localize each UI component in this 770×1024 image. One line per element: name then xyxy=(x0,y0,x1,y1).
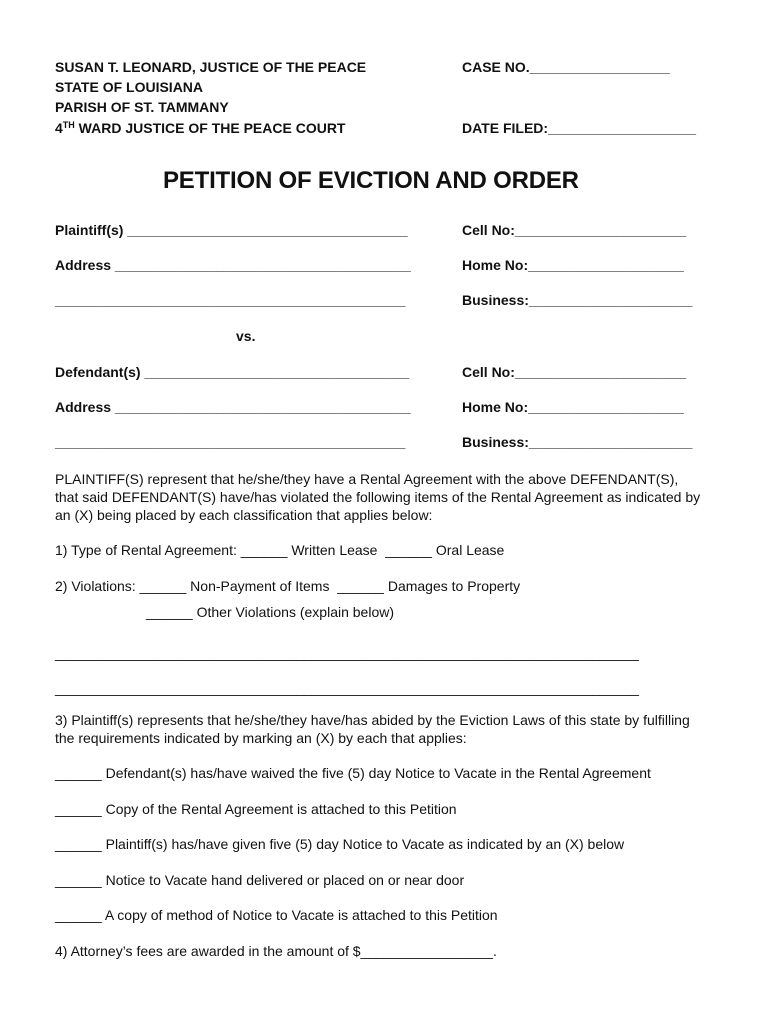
document-title: PETITION OF EVICTION AND ORDER xyxy=(163,167,579,194)
plaintiff-address-line-2[interactable]: _____________________________________________ xyxy=(55,292,406,308)
intro-paragraph: PLAINTIFF(S) represent that he/she/they have a Rental Agreement with the above DEFENDANT(S), that said DEFENDANT(S) have/has violated the following items of the Rental Agreement as indicated by an (X) being placed by each classification that applies below: xyxy=(55,471,701,523)
requirement-item[interactable]: ______ Notice to Vacate hand delivered or placed on or near door xyxy=(55,872,465,888)
court-name-line: SUSAN T. LEONARD, JUSTICE OF THE PEACE xyxy=(55,59,367,75)
requirement-item[interactable]: ______ Plaintiff(s) has/have given five (5) day Notice to Vacate as indicated by an (X) below xyxy=(55,836,625,852)
ward-text: WARD JUSTICE OF THE PEACE COURT xyxy=(74,120,346,136)
defendant-home-field[interactable]: Home No:____________________ xyxy=(462,399,684,415)
plaintiff-home-field[interactable]: Home No:____________________ xyxy=(462,257,684,273)
plaintiff-name-field[interactable]: Plaintiff(s) ____________________________________ xyxy=(55,222,408,238)
rental-agreement-type-line[interactable]: 1) Type of Rental Agreement: ______ Written Lease ______ Oral Lease xyxy=(55,542,505,558)
court-state-line: STATE OF LOUISIANA xyxy=(55,79,204,95)
requirement-item[interactable]: ______ Defendant(s) has/have waived the five (5) day Notice to Vacate in the Rental Agreement xyxy=(55,765,651,781)
attorney-fees-line[interactable]: 4) Attorney’s fees are awarded in the amount of $_________________. xyxy=(55,943,497,959)
date-filed-field[interactable]: DATE FILED:___________________ xyxy=(462,120,697,136)
defendant-business-field[interactable]: Business:_____________________ xyxy=(462,434,693,450)
defendant-address-field[interactable]: Address ______________________________________ xyxy=(55,399,411,415)
section3-paragraph: 3) Plaintiff(s) represents that he/she/they have/has abided by the Eviction Laws of this state by fulfilling the requirements indicated by marking an (X) by each that applies: xyxy=(55,712,690,746)
defendant-name-field[interactable]: Defendant(s) __________________________________ xyxy=(55,364,410,380)
defendant-cell-field[interactable]: Cell No:______________________ xyxy=(462,364,687,380)
court-parish-line: PARISH OF ST. TAMMANY xyxy=(55,99,229,115)
ward-number: 4 xyxy=(55,120,63,136)
requirement-item[interactable]: ______ Copy of the Rental Agreement is attached to this Petition xyxy=(55,801,457,817)
plaintiff-cell-field[interactable]: Cell No:______________________ xyxy=(462,222,687,238)
explain-line-1[interactable]: ___________________________________________________________________________ xyxy=(55,645,639,661)
plaintiff-address-field[interactable]: Address ______________________________________ xyxy=(55,257,411,273)
ward-suffix: TH xyxy=(62,120,75,130)
case-number-field[interactable]: CASE NO.__________________ xyxy=(462,59,670,75)
violations-line[interactable]: 2) Violations: ______ Non-Payment of Items ______ Damages to Property xyxy=(55,578,521,594)
other-violations-line[interactable]: ______ Other Violations (explain below) xyxy=(146,604,395,620)
explain-line-2[interactable]: ___________________________________________________________________________ xyxy=(55,680,639,696)
plaintiff-business-field[interactable]: Business:_____________________ xyxy=(462,292,693,308)
court-ward-line xyxy=(55,118,345,138)
defendant-address-line-2[interactable]: _____________________________________________ xyxy=(55,434,406,450)
requirement-item[interactable]: ______ A copy of method of Notice to Vacate is attached to this Petition xyxy=(55,907,498,923)
versus-label: vs. xyxy=(236,328,256,344)
